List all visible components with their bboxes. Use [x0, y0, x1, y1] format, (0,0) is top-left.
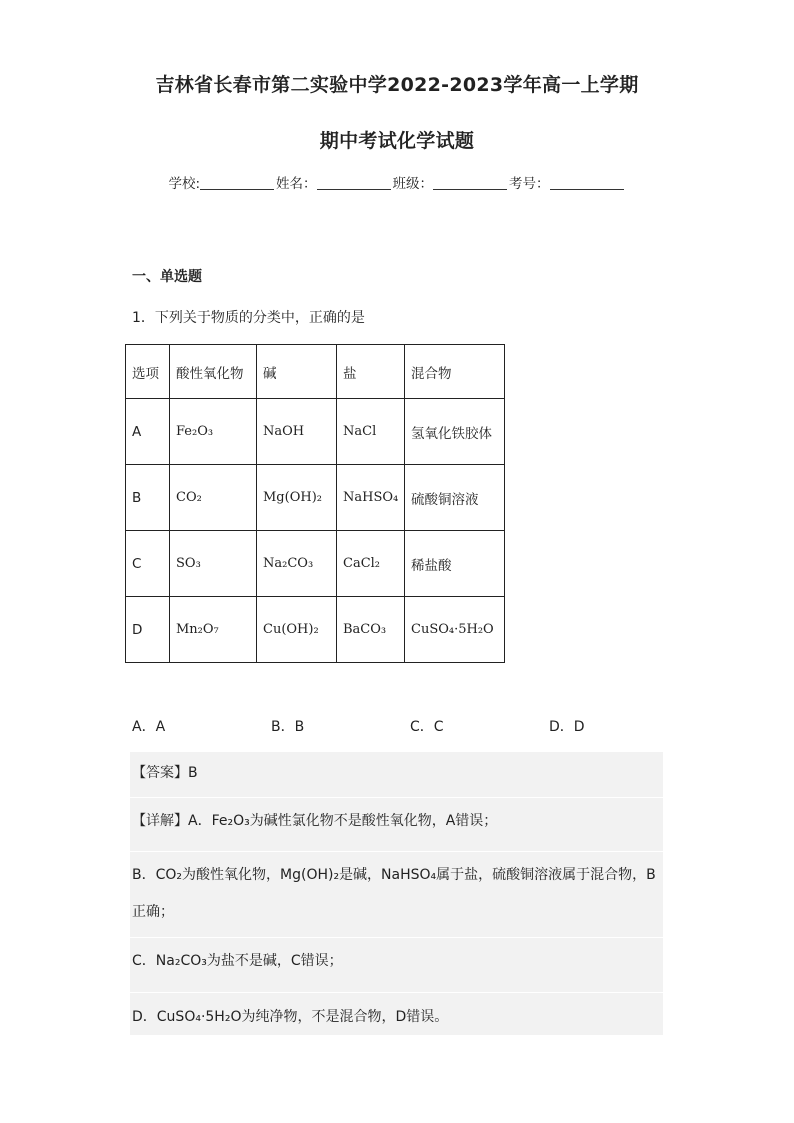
explanation-a: 【详解】A．Fe₂O₃为碱性氯化物不是酸性氧化物，A错误；	[132, 813, 498, 829]
cell-base: Cu(OH)₂	[257, 597, 337, 663]
cell-option: A	[126, 399, 170, 465]
header-option: 选项	[126, 345, 170, 399]
option-c[interactable]: C．C	[410, 719, 444, 735]
school-label: 学校:	[168, 176, 201, 192]
cell-mixture: 稀盐酸	[405, 531, 505, 597]
explanation-d: D．CuSO₄·5H₂O为纯净物，不是混合物，D错误。	[132, 1009, 449, 1025]
cell-acid-oxide: SO₃	[170, 531, 257, 597]
header-mixture: 混合物	[405, 345, 505, 399]
cell-salt: BaCO₃	[337, 597, 405, 663]
divider	[130, 851, 663, 852]
student-info-line	[0, 172, 794, 192]
header-acid-oxide: 酸性氧化物	[170, 345, 257, 399]
cell-option: B	[126, 465, 170, 531]
cell-option: C	[126, 531, 170, 597]
explanation-c: C．Na₂CO₃为盐不是碱，C错误；	[132, 953, 343, 969]
question-text: 1．下列关于物质的分类中，正确的是	[132, 310, 365, 326]
section-title: 一、单选题	[132, 269, 202, 285]
table-row	[126, 399, 505, 465]
explanation-b: B．CO₂为酸性氧化物，Mg(OH)₂是碱，NaHSO₄属于盐，硫酸铜溶液属于混合物，B	[132, 867, 656, 883]
option-a[interactable]: A．A	[132, 719, 166, 735]
cell-salt: NaHSO₄	[337, 465, 405, 531]
number-label: 考号：	[509, 176, 550, 192]
cell-acid-oxide: CO₂	[170, 465, 257, 531]
school-field[interactable]	[200, 175, 274, 190]
name-field[interactable]	[317, 175, 391, 190]
cell-option: D	[126, 597, 170, 663]
name-label: 姓名：	[276, 176, 317, 192]
cell-salt: NaCl	[337, 399, 405, 465]
cell-base: NaOH	[257, 399, 337, 465]
exam-title-line2: 期中考试化学试题	[319, 130, 475, 152]
option-b[interactable]: B．B	[271, 719, 305, 735]
cell-acid-oxide: Fe₂O₃	[170, 399, 257, 465]
exam-title-line1: 吉林省长春市第二实验中学2022-2023学年高一上学期	[155, 74, 639, 96]
cell-mixture: 氢氧化铁胶体	[405, 399, 505, 465]
divider	[130, 937, 663, 938]
table-header-row	[126, 345, 505, 399]
table-row	[126, 597, 505, 663]
cell-acid-oxide: Mn₂O₇	[170, 597, 257, 663]
table-row	[126, 465, 505, 531]
explanation-b-continued: 正确；	[132, 904, 174, 920]
cell-base: Na₂CO₃	[257, 531, 337, 597]
cell-mixture: CuSO₄·5H₂O	[405, 597, 505, 663]
number-field[interactable]	[550, 175, 624, 190]
cell-salt: CaCl₂	[337, 531, 405, 597]
class-label: 班级：	[392, 176, 434, 192]
divider	[130, 992, 663, 993]
header-base: 碱	[257, 345, 337, 399]
option-d[interactable]: D．D	[549, 719, 585, 735]
class-field[interactable]	[433, 175, 507, 190]
answer-block	[130, 752, 663, 1035]
classification-table	[125, 344, 505, 663]
header-salt: 盐	[337, 345, 405, 399]
divider	[130, 797, 663, 798]
cell-base: Mg(OH)₂	[257, 465, 337, 531]
answer-options	[132, 716, 688, 736]
cell-mixture: 硫酸铜溶液	[405, 465, 505, 531]
table-row	[126, 531, 505, 597]
answer-line: 【答案】B	[132, 765, 198, 781]
